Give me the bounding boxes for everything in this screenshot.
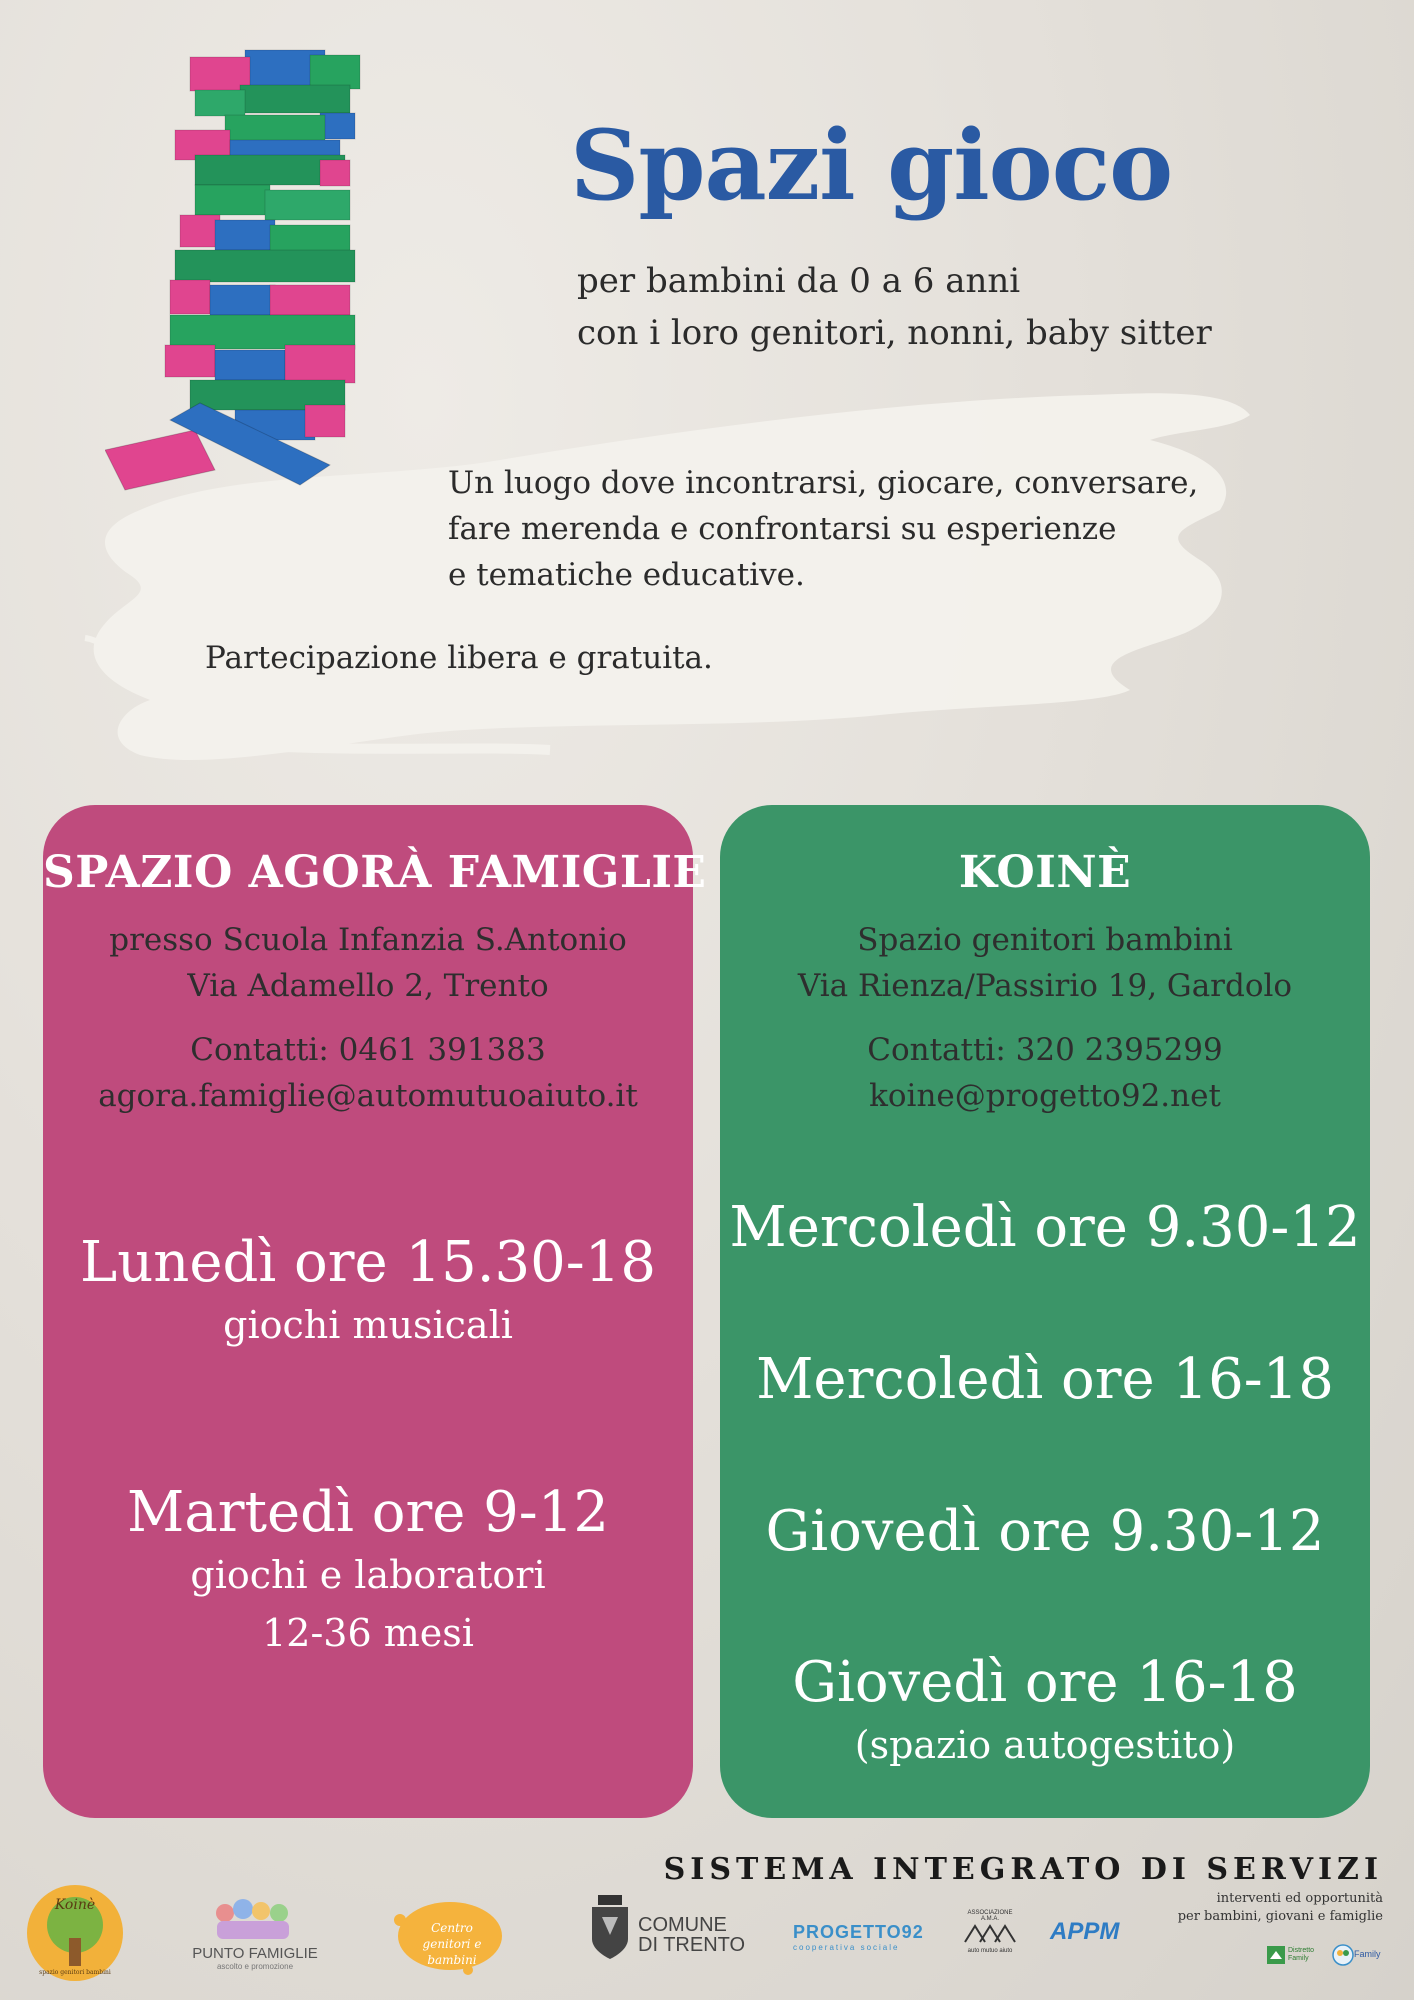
schedule-item (720, 1195, 1370, 1261)
schedule-time: Giovedì ore 16-18 (792, 1650, 1298, 1715)
participation-note: Partecipazione libera e gratuita. (205, 640, 713, 676)
address-line: Via Adamello 2, Trento (187, 968, 549, 1004)
progetto92-subtext: cooperativa sociale (793, 1943, 900, 1952)
schedule-note: giochi musicali (223, 1303, 513, 1347)
comune-line: COMUNE (638, 1914, 727, 1936)
schedule-time: Mercoledì ore 9.30-12 (729, 1195, 1361, 1260)
punto-famiglie-subtext: ascolto e promozione (216, 1962, 294, 1971)
schedule-note: (spazio autogestito) (854, 1723, 1236, 1767)
card-contacts (720, 1027, 1370, 1119)
schedule-item (43, 1480, 693, 1662)
footer-subtitle-line: interventi ed opportunità (1216, 1891, 1383, 1906)
schedule-note: giochi e laboratori (190, 1553, 546, 1597)
family-house-icon (1266, 1945, 1286, 1965)
linked-people-icon (960, 1922, 1020, 1944)
card-heading: KOINÈ (958, 847, 1132, 898)
page-title: Spazi gioco (570, 109, 1173, 222)
description (448, 460, 1198, 598)
family-circle-icon (1332, 1944, 1354, 1966)
jenga-tower-illustration (105, 45, 465, 525)
card-heading: SPAZIO AGORÀ FAMIGLIE (43, 847, 707, 898)
footer-title: SISTEMA INTEGRATO DI SERVIZI (663, 1852, 1383, 1887)
distretto-family-text: Distretto Family (1288, 1947, 1315, 1962)
address-line: presso Scuola Infanzia S.Antonio (109, 922, 627, 958)
centro-genitori-text: Centro genitori e bambini (422, 1921, 482, 1967)
phone-contact: Contatti: 0461 391383 (190, 1032, 546, 1068)
address-line: Spazio genitori bambini (857, 922, 1233, 958)
card-address (43, 917, 693, 1009)
distretto-family-logo (1266, 1943, 1324, 1967)
schedule-note: 12-36 mesi (262, 1611, 474, 1655)
koine-logo-subtext: spazio genitori bambini (39, 1969, 111, 1976)
comune-trento-logo (590, 1895, 760, 1965)
card-koine (720, 805, 1370, 1818)
address-line: Via Rienza/Passirio 19, Gardolo (797, 968, 1293, 1004)
family-text: Family (1354, 1949, 1381, 1959)
koine-logo (25, 1883, 125, 1983)
schedule-item (720, 1650, 1370, 1774)
koine-logo-text: Koinè (54, 1897, 96, 1913)
card-contacts (43, 1027, 693, 1119)
schedule-item (43, 1230, 693, 1354)
subtitle (577, 255, 1212, 359)
punto-famiglie-text: PUNTO FAMIGLIE (192, 1945, 318, 1962)
ama-subtext: auto mutuo aiuto (967, 1948, 1013, 1954)
comune-line: DI TRENTO (638, 1934, 746, 1956)
card-agora-famiglie (43, 805, 707, 1818)
comune-text (638, 1915, 745, 1955)
footer-subtitle (1178, 1890, 1383, 1926)
ama-text: ASSOCIAZIONE (967, 1910, 1013, 1916)
description-line: e tematiche educative. (448, 557, 805, 593)
subtitle-line: con i loro genitori, nonni, baby sitter (577, 313, 1212, 353)
email-link[interactable]: koine@progetto92.net (869, 1078, 1221, 1114)
punto-famiglie-logo (185, 1893, 325, 1973)
footer-subtitle-line: per bambini, giovani e famiglie (1177, 1909, 1383, 1924)
schedule-time: Lunedì ore 15.30-18 (80, 1230, 656, 1295)
appm-logo: APPM (1050, 1918, 1120, 1945)
description-line: Un luogo dove incontrarsi, giocare, conversare, (448, 465, 1199, 501)
description-line: fare merenda e confrontarsi su esperienze (448, 511, 1117, 547)
schedule-item (720, 1347, 1370, 1413)
centro-genitori-logo (390, 1900, 505, 1975)
progetto92-text: PROGETTO92 (793, 1922, 924, 1942)
schedule-time: Giovedì ore 9.30-12 (765, 1499, 1325, 1564)
ama-text: A.M.A. (980, 1916, 999, 1922)
family-logo (1332, 1942, 1384, 1968)
card-address (720, 917, 1370, 1009)
schedule-time: Mercoledì ore 16-18 (756, 1347, 1334, 1412)
people-icon (185, 1893, 325, 1941)
schedule-item (720, 1499, 1370, 1565)
coat-of-arms-icon (590, 1895, 630, 1961)
subtitle-line: per bambini da 0 a 6 anni (577, 261, 1021, 301)
progetto92-logo (793, 1922, 943, 1962)
schedule-time: Martedì ore 9-12 (127, 1480, 609, 1545)
ama-logo (955, 1910, 1025, 1970)
phone-contact: Contatti: 320 2395299 (867, 1032, 1223, 1068)
email-link[interactable]: agora.famiglie@automutuoaiuto.it (98, 1078, 638, 1114)
